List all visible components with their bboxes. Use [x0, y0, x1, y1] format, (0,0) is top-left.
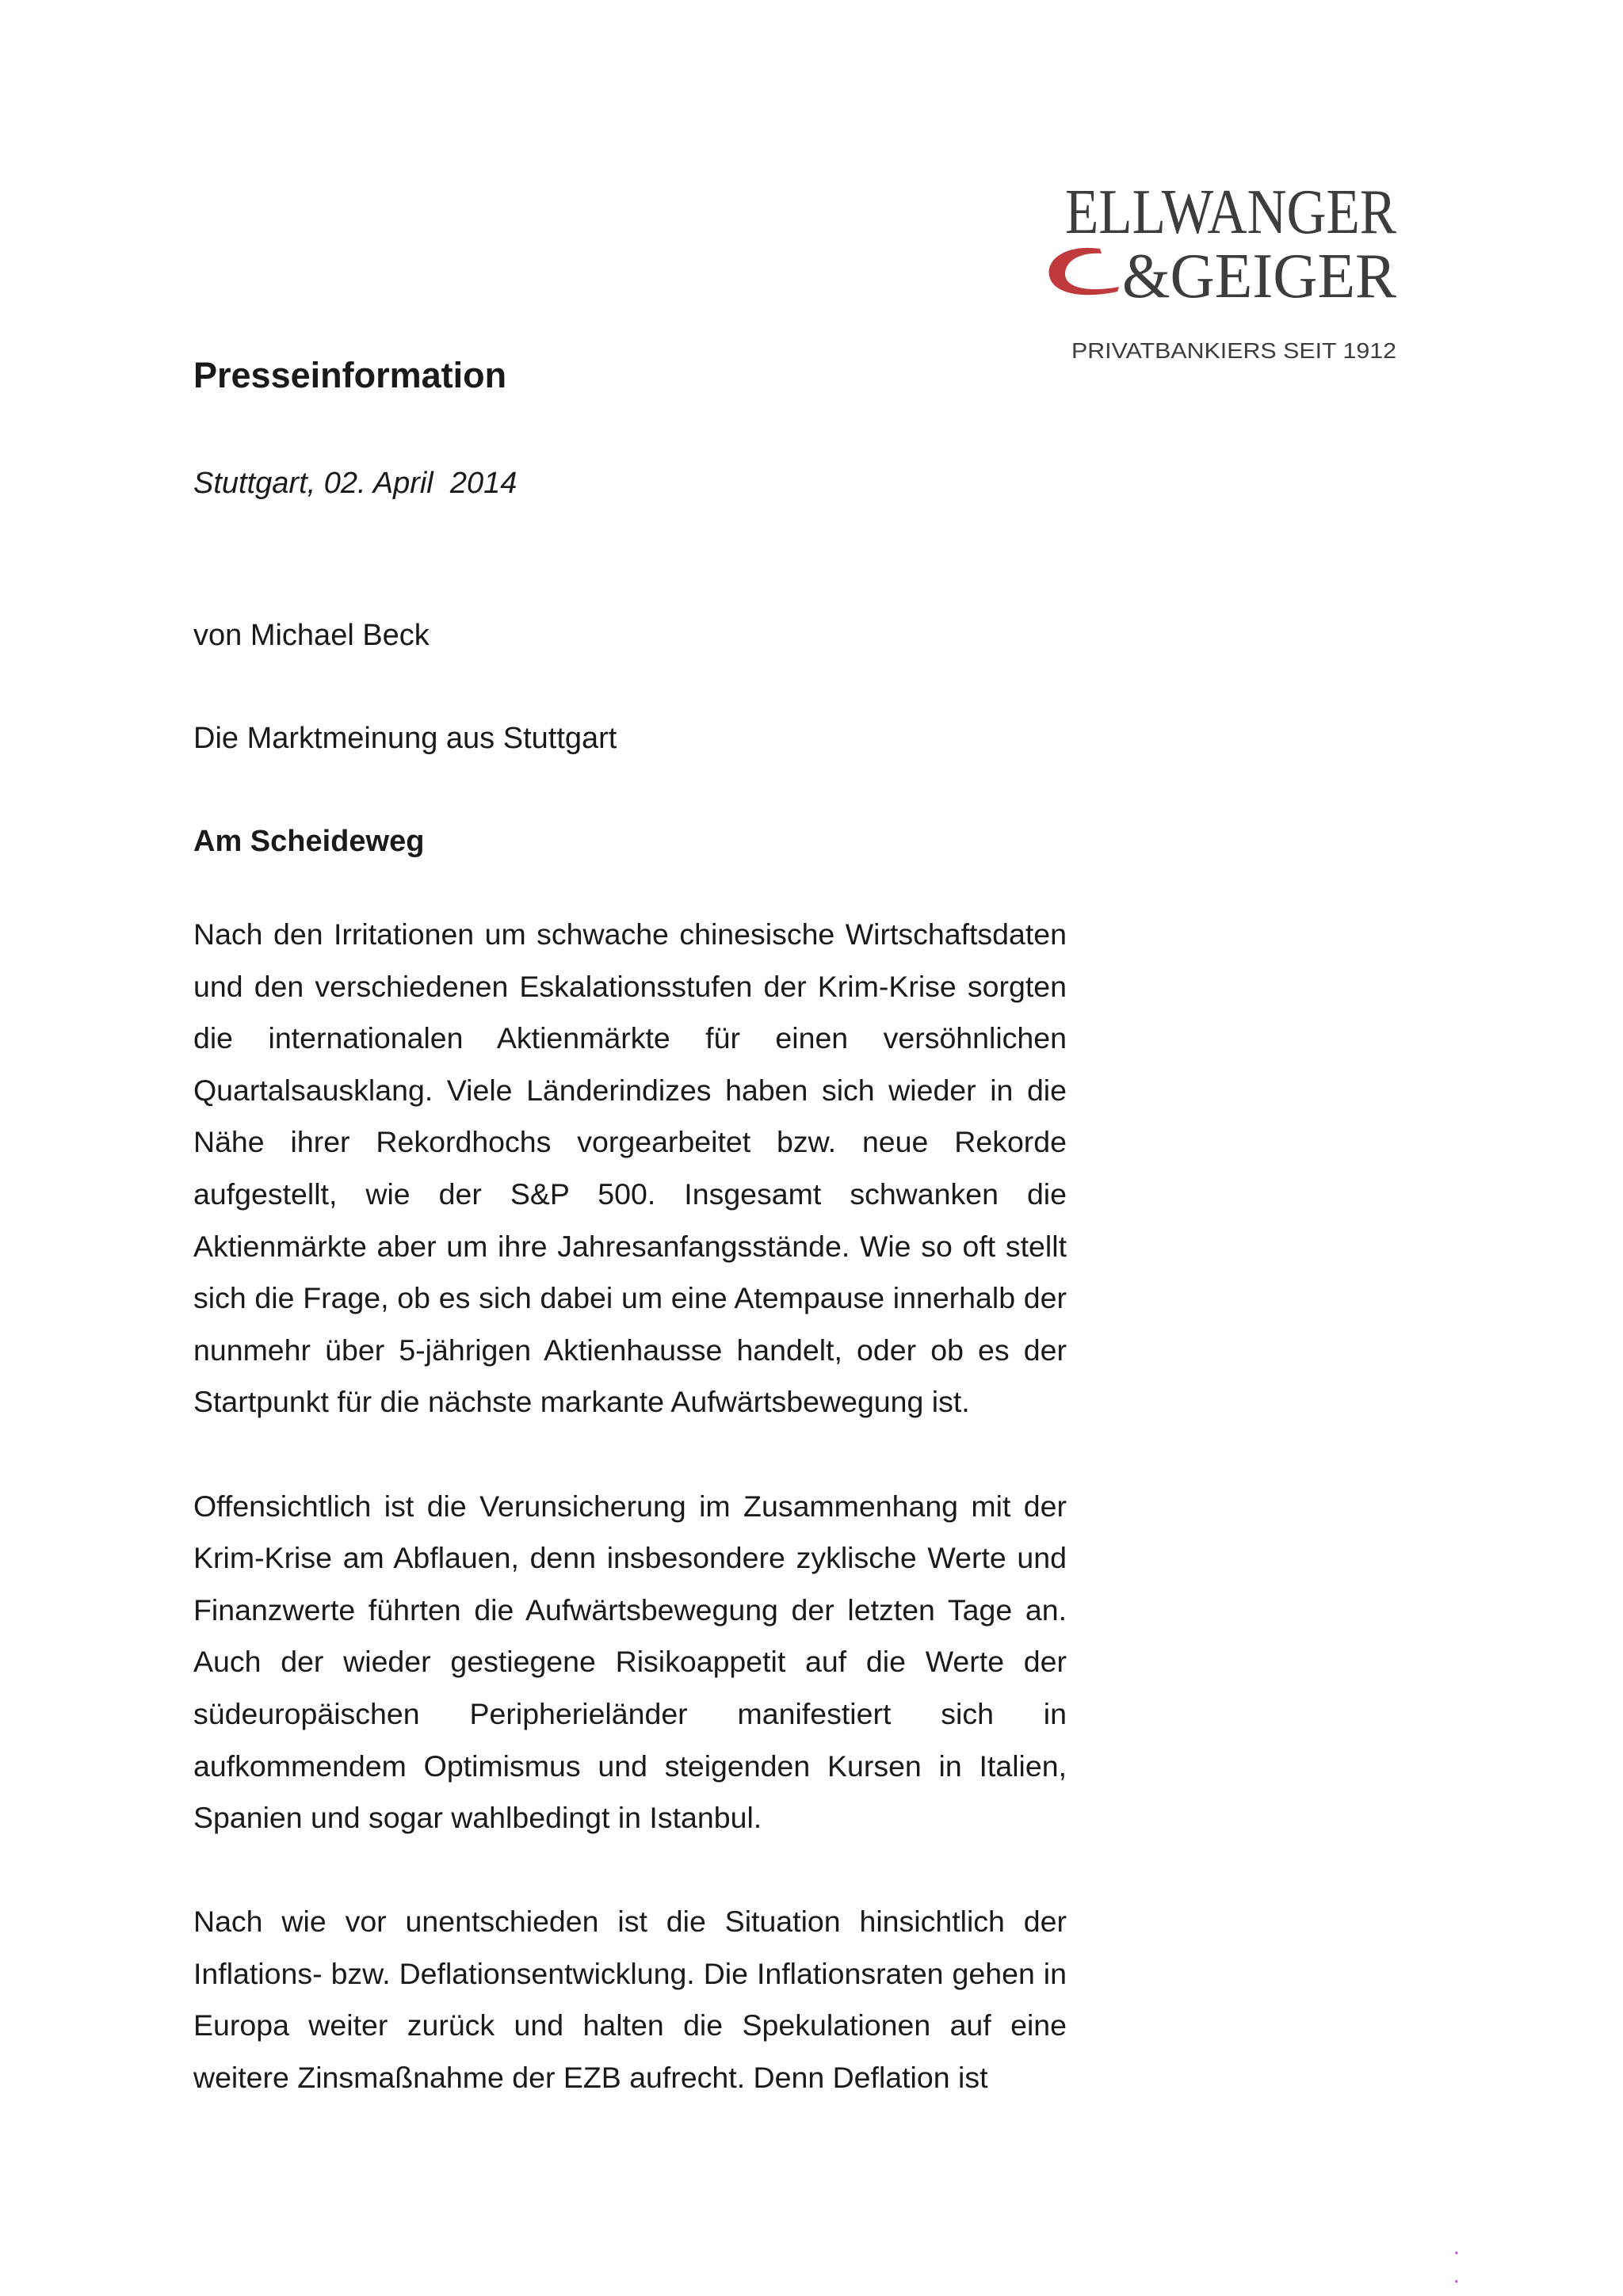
margin-mark: . — [1453, 2263, 1460, 2287]
author-line: von Michael Beck — [193, 619, 430, 652]
margin-marks — [1453, 2233, 1458, 2290]
column-title: Die Marktmeinung aus Stuttgart — [193, 722, 617, 755]
logo-graphic — [1030, 176, 1403, 374]
margin-mark: . — [1453, 2234, 1460, 2259]
logo-tagline: PRIVATBANKIERS SEIT 1912 — [1071, 338, 1396, 363]
body-paragraph: Offensichtlich ist die Verunsicherung im Zusammenhang mit der Krim-Krise am Abflauen, denn insbesondere zyklische Werte und Finanzwerte führten die Aufwärtsbewegung der letzten Tage an. Auch der wieder gestiegene Risikoappetit auf die Werte der südeuropäischen Peripherieländer manifestiert sich in aufkommendem Optimismus und steigenden Kursen in Italien, Spanien und sogar wahlbedingt in Istanbul. — [193, 1489, 1067, 1835]
body-paragraph: Nach den Irritationen um schwache chinesische Wirtschaftsdaten und den verschiedenen Eskalationsstufen der Krim-Krise sorgten die internationalen Aktienmärkte für einen versöhnlichen Quartalsausklang. Viele Länderindizes haben sich wieder in die Nähe ihrer Rekordhochs vorgearbeitet bzw. neue Rekorde aufgestellt, wie der S&P 500. Insgesamt schwanken die Aktienmärkte aber um ihre Jahresanfangsstände. Wie so oft stellt sich die Frage, ob es sich dabei um eine Atempause innerhalb der nunmehr über 5-jährigen Aktienhausse handelt, oder ob es der Startpunkt für die nächste markante Aufwärtsbewegung ist. — [193, 917, 1067, 1419]
article-body — [193, 909, 1067, 2156]
dateline: Stuttgart, 02. April 2014 — [193, 467, 517, 500]
page-title: Presseinformation — [193, 355, 507, 395]
ellwanger-geiger-logo — [1030, 176, 1403, 374]
logo-swoosh — [1049, 248, 1119, 295]
article-title: Am Scheideweg — [193, 825, 425, 858]
logo-line-2: &GEIGER — [1122, 242, 1397, 311]
logo-line-1: ELLWANGER — [1065, 177, 1397, 247]
body-paragraph: Nach wie vor unentschieden ist die Situation hinsichtlich der Inflations- bzw. Deflationsentwicklung. Die Inflationsraten gehen in Europa weiter zurück und halten die Spekulationen auf eine weitere Zinsmaßnahme der EZB aufrecht. Denn Deflation ist — [193, 1905, 1067, 2095]
